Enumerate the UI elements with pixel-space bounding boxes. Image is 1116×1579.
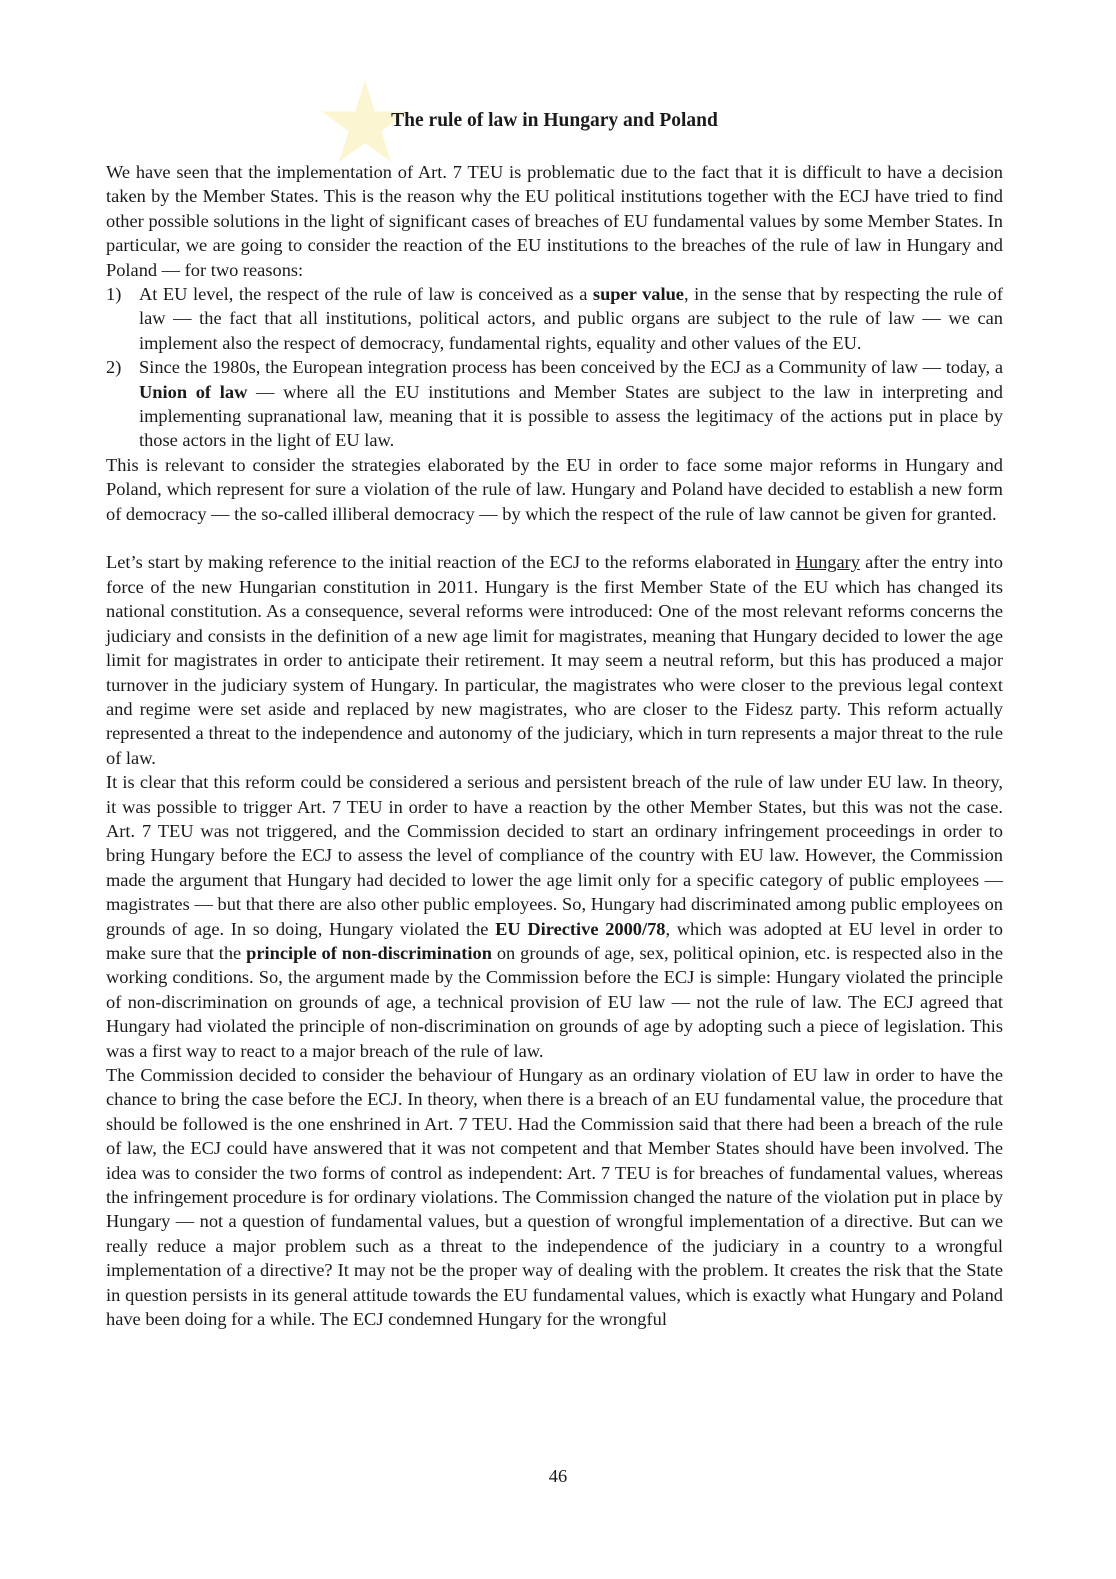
paragraph-text: It is clear that this reform could be considered a serious and persistent breach of the rule of law under EU law. In theory, it was possible to trigger Art. 7 TEU in order to have a reaction by the other Member States, but this was not the case. Art. 7 TEU was not triggered, and the Commission decided to start an ordinary infringement proceedings in order to bring Hungary before the ECJ to assess the level of compliance of the country with EU law. However, the Commission made the argument that Hungary had decided to lower the age limit only for a specific category of public employees — magistrates — but that there are also other public employees. So, Hungary had discriminated among public employees on grounds of age. In so doing, Hungary violated the bbox=[106, 772, 1003, 939]
paragraph-gap bbox=[106, 526, 1003, 550]
list-item bbox=[106, 355, 1003, 453]
page-number: 46 bbox=[548, 1466, 568, 1486]
hungary-link[interactable]: Hungary bbox=[795, 552, 860, 573]
paragraph-text: , which was adopted at EU level in order to make sure that the bbox=[106, 918, 1003, 963]
intro-paragraph: We have seen that the implementation of Art. 7 TEU is problematic due to the fact that it is difficult to have a decision taken by the Member States. This is the reason why the EU political institutions together with the ECJ have tried to find other possible solutions in the light of significant cases of breaches of EU fundamental values by some Member States. In particular, we are going to consider the reaction of the EU institutions to the breaches of the rule of law in Hungary and Poland — for two reasons: bbox=[106, 162, 1003, 280]
paragraph bbox=[106, 770, 1003, 1063]
emphasis: principle of non-discrimination bbox=[246, 942, 492, 963]
page-title: The rule of law in Hungary and Poland bbox=[391, 110, 718, 131]
list-text: At EU level, the respect of the rule of law is conceived as a bbox=[139, 284, 593, 305]
hungary-paragraph bbox=[106, 550, 1003, 770]
paragraph-text: after the entry into force of the new Hungarian constitution in 2011. Hungary is the first Member State of the EU which has changed its national constitution. As a consequence, several reforms were introduced: One of the most relevant reforms concerns the judiciary and consists in the definition of a new age limit for magistrates, meaning that Hungary decided to lower the age limit for magistrates in order to anticipate their retirement. It may seem a neutral reform, but this has produced a major turnover in the judiciary system of Hungary. In particular, the magistrates who were closer to the previous legal context and regime were set aside and replaced by new magistrates, who are closer to the Fidesz party. This reform actually represented a threat to the independence and autonomy of the judiciary, which in turn represents a major threat to the rule of law. bbox=[106, 552, 1003, 768]
list-text: , in the sense that by respecting the rule of law — the fact that all institutions, political actors, and public organs are subject to the rule of law — we can implement also the respect of democracy, fundamental rights, equality and other values of the EU. bbox=[139, 284, 1003, 353]
paragraph: This is relevant to consider the strategies elaborated by the EU in order to face some major reforms in Hungary and Poland, which represent for sure a violation of the rule of law. Hungary and Poland have decided to establish a new form of democracy — the so-called illiberal democracy — by which the respect of the rule of law cannot be given for granted. bbox=[106, 454, 1003, 524]
paragraph-text: Let’s start by making reference to the initial reaction of the ECJ to the reforms elaborated in bbox=[106, 552, 796, 573]
list-number: 2) bbox=[106, 357, 122, 378]
emphasis: super value bbox=[592, 284, 684, 305]
paragraph-text: on grounds of age, sex, political opinion, etc. is respected also in the working conditions. So, the argument made by the Commission before the ECJ is simple: Hungary violated the principle of non-discrimination on grounds of age, a technical provision of EU law — not the rule of law. The ECJ agreed that Hungary had violated the principle of non-discrimination on grounds of age by adopting such a piece of legislation. This was a first way to react to a major breach of the rule of law. bbox=[106, 942, 1004, 1061]
paragraph: The Commission decided to consider the behaviour of Hungary as an ordinary violation of EU law in order to have the chance to bring the case before the ECJ. In theory, when there is a breach of an EU fundamental value, the procedure that should be followed is the one enshrined in Art. 7 TEU. Had the Commission said that there had been a breach of the rule of law, the ECJ could have answered that it was not competent and that Member States should have been involved. The idea was to consider the two forms of control as independent: Art. 7 TEU is for breaches of fundamental values, whereas the infringement procedure is for ordinary violations. The Commission changed the nature of the violation put in place by Hungary — not a question of fundamental values, but a question of wrongful implementation of a directive. But can we really reduce a major problem such as a threat to the independence of the judiciary in a country to a wrongful implementation of a directive? It may not be the proper way of dealing with the problem. It creates the risk that the State in question persists in its general attitude towards the EU fundamental values, which is exactly what Hungary and Poland have been doing for a while. The ECJ condemned Hungary for the wrongful bbox=[106, 1065, 1003, 1330]
list-number: 1) bbox=[106, 284, 122, 305]
list-item bbox=[106, 282, 1003, 355]
emphasis: Union of law bbox=[139, 381, 248, 402]
list-text: — where all the EU institutions and Member States are subject to the law in interpreting and implementing supranational law, meaning that it is possible to assess the legitimacy of the actions put in place by those actors in the light of EU law. bbox=[139, 381, 1003, 451]
page-body bbox=[106, 108, 1003, 1331]
list-text: Since the 1980s, the European integration process has been conceived by the ECJ as a Community of law — today, a bbox=[139, 357, 1003, 378]
reasons-list bbox=[106, 282, 1003, 453]
emphasis: EU Directive 2000/78 bbox=[495, 918, 666, 939]
